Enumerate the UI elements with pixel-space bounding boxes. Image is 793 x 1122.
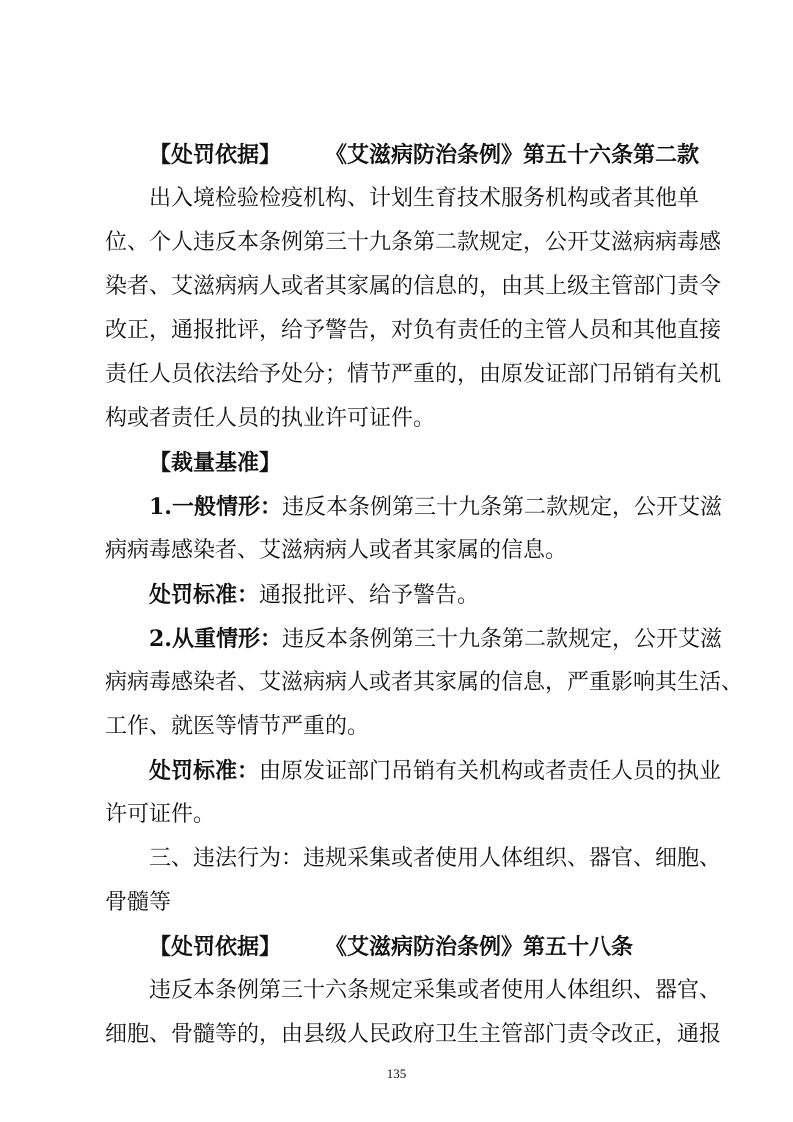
basis-text: 《艾滋病防治条例》第五十六条第二款 [325,142,700,168]
penalty-standard-label: 处罚标准： [149,582,260,608]
paragraph-line: 细胞、骨髓等的，由县级人民政府卫生主管部门责令改正，通报 [105,1022,722,1047]
general-case-line: 病病毒感染者、艾滋病病人或者其家属的信息。 [105,538,568,563]
paragraph-line: 出入境检验检疫机构、计划生育技术服务机构或者其他单 [149,186,700,211]
paragraph-line: 染者、艾滋病病人或者其家属的信息的，由其上级主管部门责令 [105,274,722,299]
paragraph-line: 构或者责任人员的执业许可证件。 [105,406,436,431]
violation-heading-line: 骨髓等 [105,890,172,915]
serious-case-text: 违反本条例第三十九条第二款规定，公开艾滋 [281,627,722,652]
paragraph-line: 违反本条例第三十六条规定采集或者使用人体组织、器官、 [149,978,722,1003]
standard-header: 【裁量基准】 [149,450,282,476]
paragraph-line: 责任人员依法给予处分；情节严重的，由原发证部门吊销有关机 [105,362,722,387]
serious-case-line [149,624,749,655]
penalty-standard-line [149,580,749,611]
penalty-standard-text: 通报批评、给予警告。 [259,583,480,608]
paragraph-line: 位、个人违反本条例第三十九条第二款规定，公开艾滋病病毒感 [105,230,722,255]
basis-text: 《艾滋病防治条例》第五十八条 [325,934,634,960]
penalty-standard-line: 许可证件。 [105,802,216,827]
serious-case-label: 2.从重情形： [149,626,282,652]
penalty-standard-line [149,756,749,787]
serious-case-line: 工作、就医等情节严重的。 [105,714,370,739]
general-case-text: 违反本条例第三十九条第二款规定，公开艾滋 [281,495,722,520]
general-case-line [149,492,749,523]
penalty-standard-text: 由原发证部门吊销有关机构或者责任人员的执业 [259,759,722,784]
page-number: 135 [386,1066,407,1081]
general-case-label: 1.一般情形： [149,494,282,520]
basis-line-2 [149,932,749,963]
penalty-standard-label: 处罚标准： [149,758,260,784]
basis-line-1 [149,140,749,171]
paragraph-line: 改正，通报批评，给予警告，对负有责任的主管人员和其他直接 [105,318,722,343]
violation-heading-line: 三、违法行为：违规采集或者使用人体组织、器官、细胞、 [149,846,722,871]
serious-case-line: 病病毒感染者、艾滋病病人或者其家属的信息，严重影响其生活、 [105,670,744,695]
basis-label: 【处罚依据】 [149,934,282,960]
basis-label: 【处罚依据】 [149,142,282,168]
